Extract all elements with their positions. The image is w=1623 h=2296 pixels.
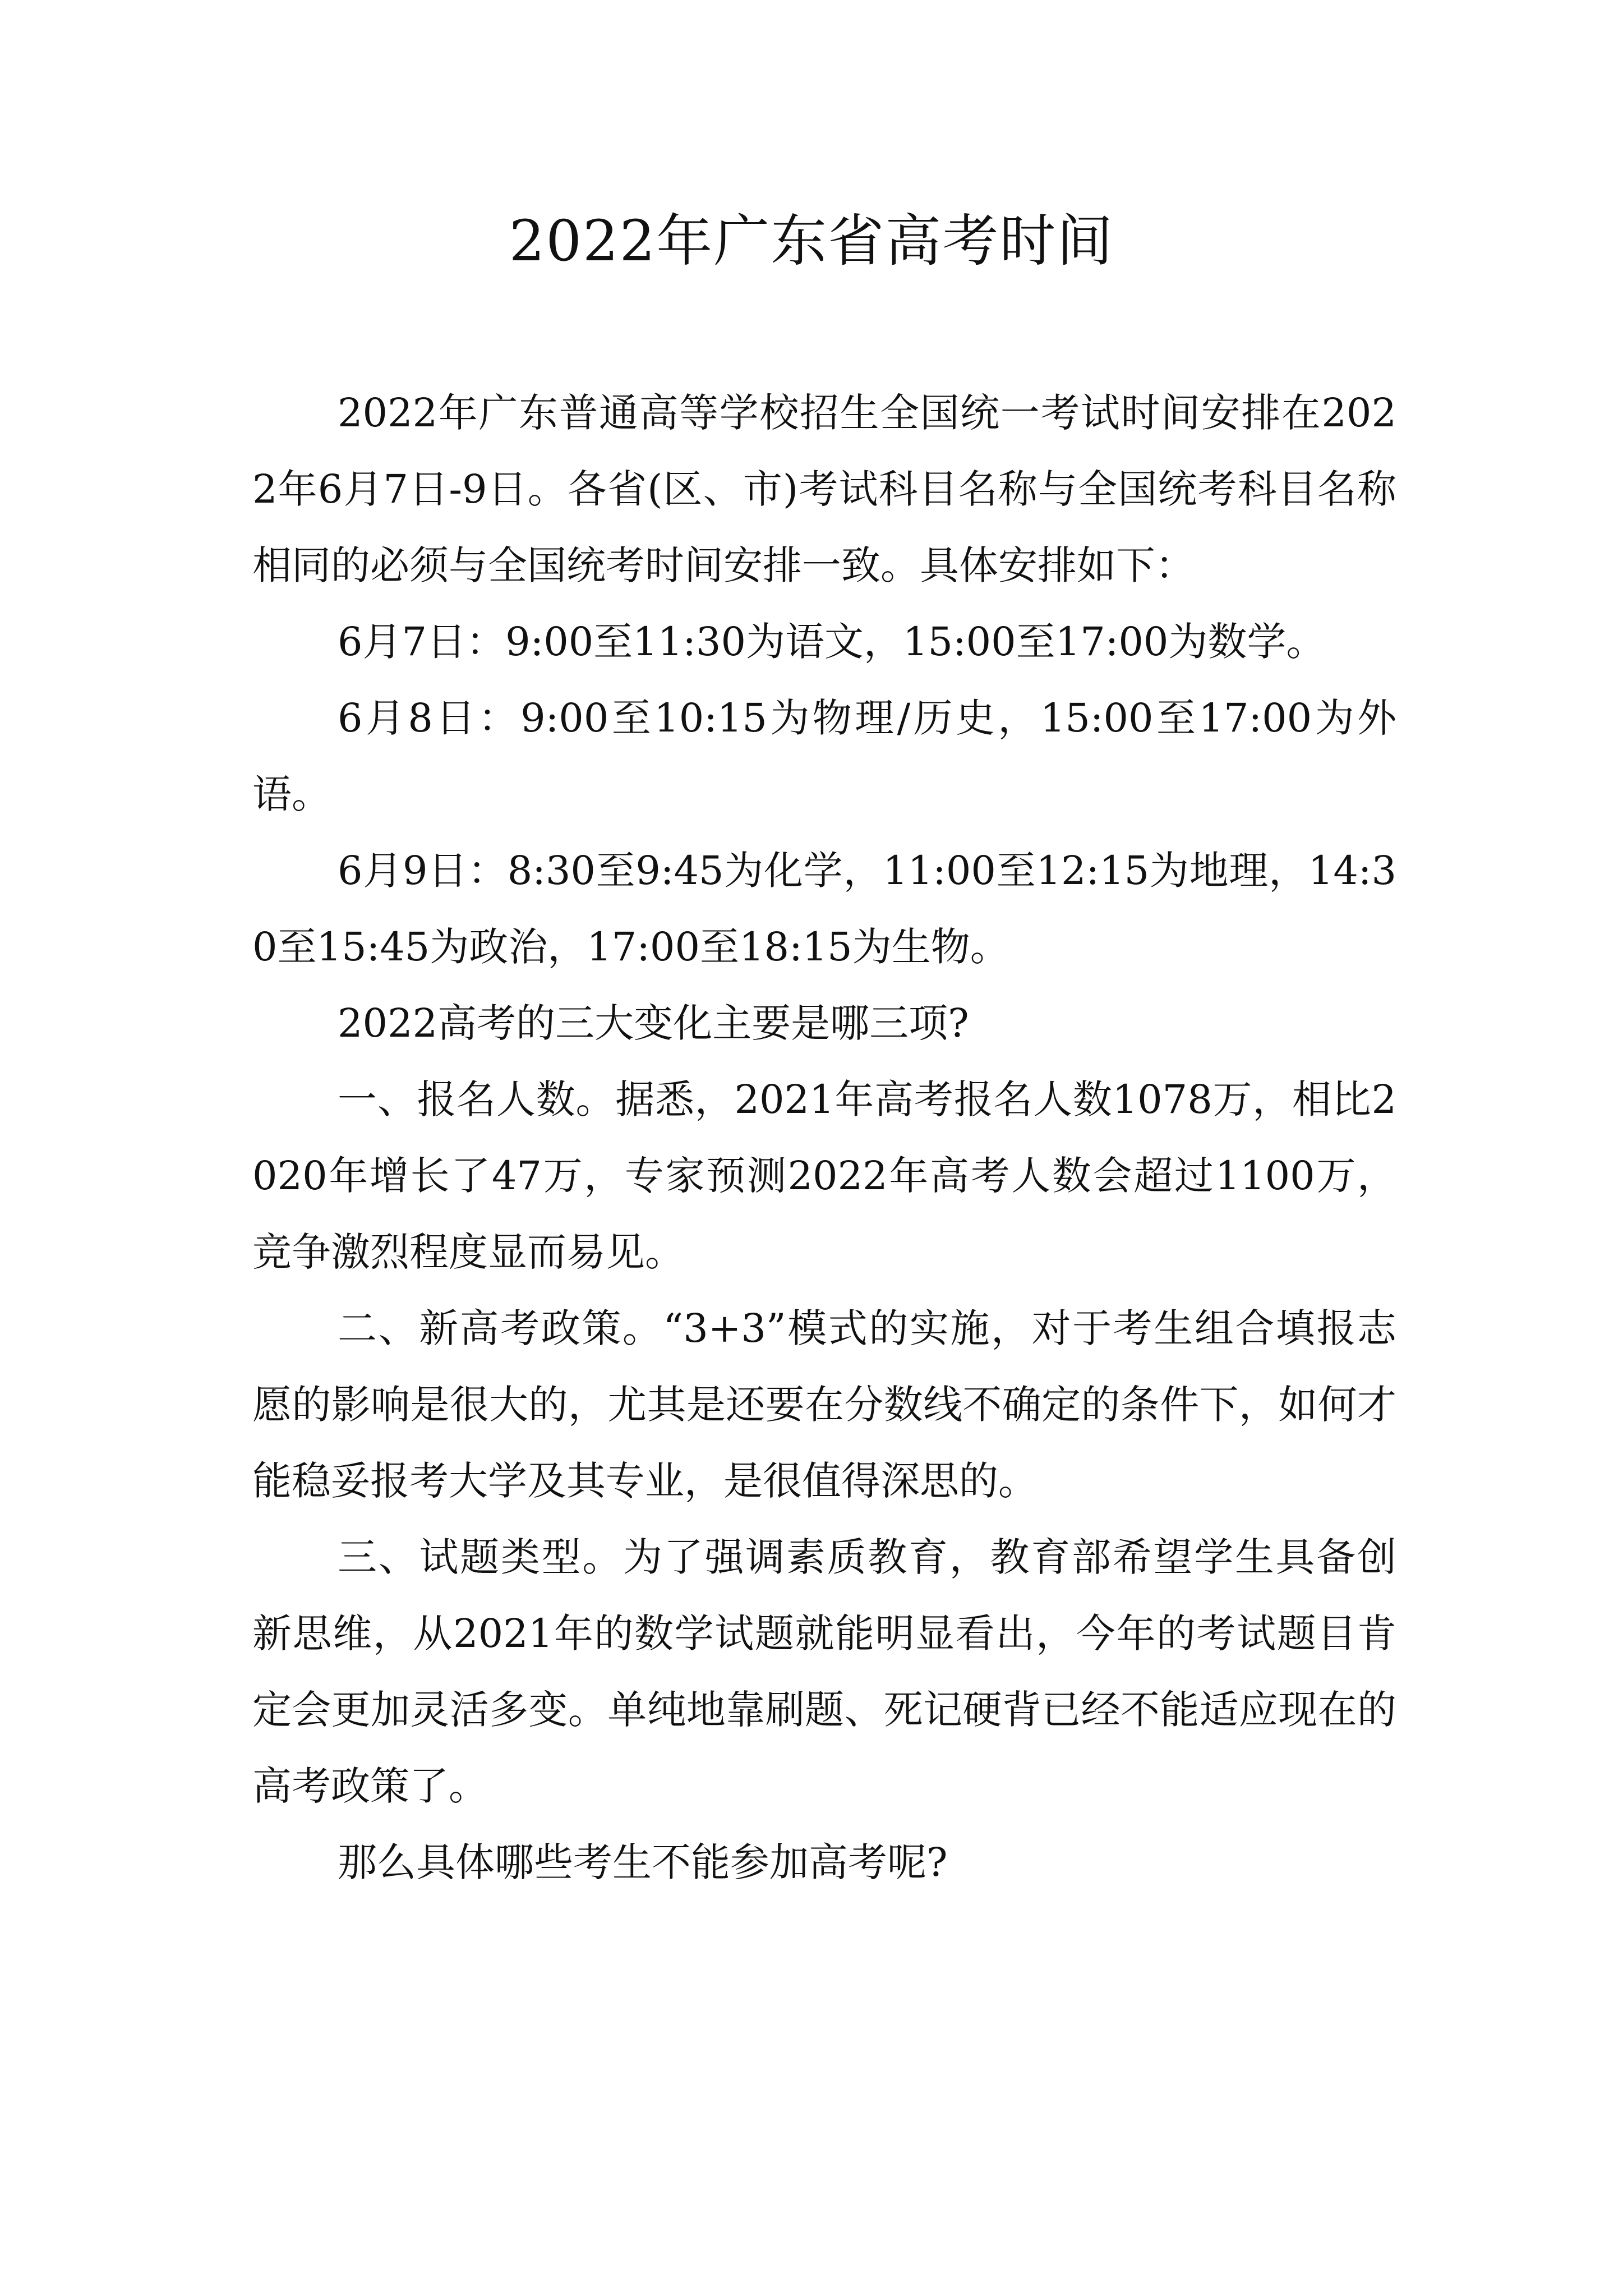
paragraph-intro: 2022年广东普通高等学校招生全国统一考试时间安排在2022年6月7日-9日。各省(区、市)考试科目名称与全国统考科目名称相同的必须与全国统考时间安排一致。具体安排如下：	[252, 390, 1396, 588]
paragraph-changes-question: 2022高考的三大变化主要是哪三项?	[338, 1000, 969, 1046]
document-body	[252, 375, 1396, 1901]
paragraph-june-9-schedule: 6月9日：8:30至9:45为化学，11:00至12:15为地理，14:30至15:45为政治，17:00至18:15为生物。	[252, 848, 1396, 970]
document-title: 2022年广东省高考时间	[509, 208, 1114, 274]
paragraph-final-question: 那么具体哪些考生不能参加高考呢?	[338, 1839, 948, 1885]
paragraph-change-3: 三、试题类型。为了强调素质教育，教育部希望学生具备创新思维，从2021年的数学试题就能明显看出，今年的考试题目肯定会更加灵活多变。单纯地靠刷题、死记硬背已经不能适应现在的高考政策了。	[252, 1534, 1396, 1809]
paragraph-june-8-schedule: 6月8日：9:00至10:15为物理/历史，15:00至17:00为外语。	[252, 695, 1396, 817]
paragraph-june-7-schedule: 6月7日：9:00至11:30为语文，15:00至17:00为数学。	[338, 619, 1326, 665]
paragraph-change-2: 二、新高考政策。“3+3”模式的实施，对于考生组合填报志愿的影响是很大的，尤其是还要在分数线不确定的条件下，如何才能稳妥报考大学及其专业，是很值得深思的。	[252, 1305, 1396, 1504]
paragraph-change-1: 一、报名人数。据悉，2021年高考报名人数1078万，相比2020年增长了47万，专家预测2022年高考人数会超过1100万，竞争激烈程度显而易见。	[252, 1076, 1396, 1275]
